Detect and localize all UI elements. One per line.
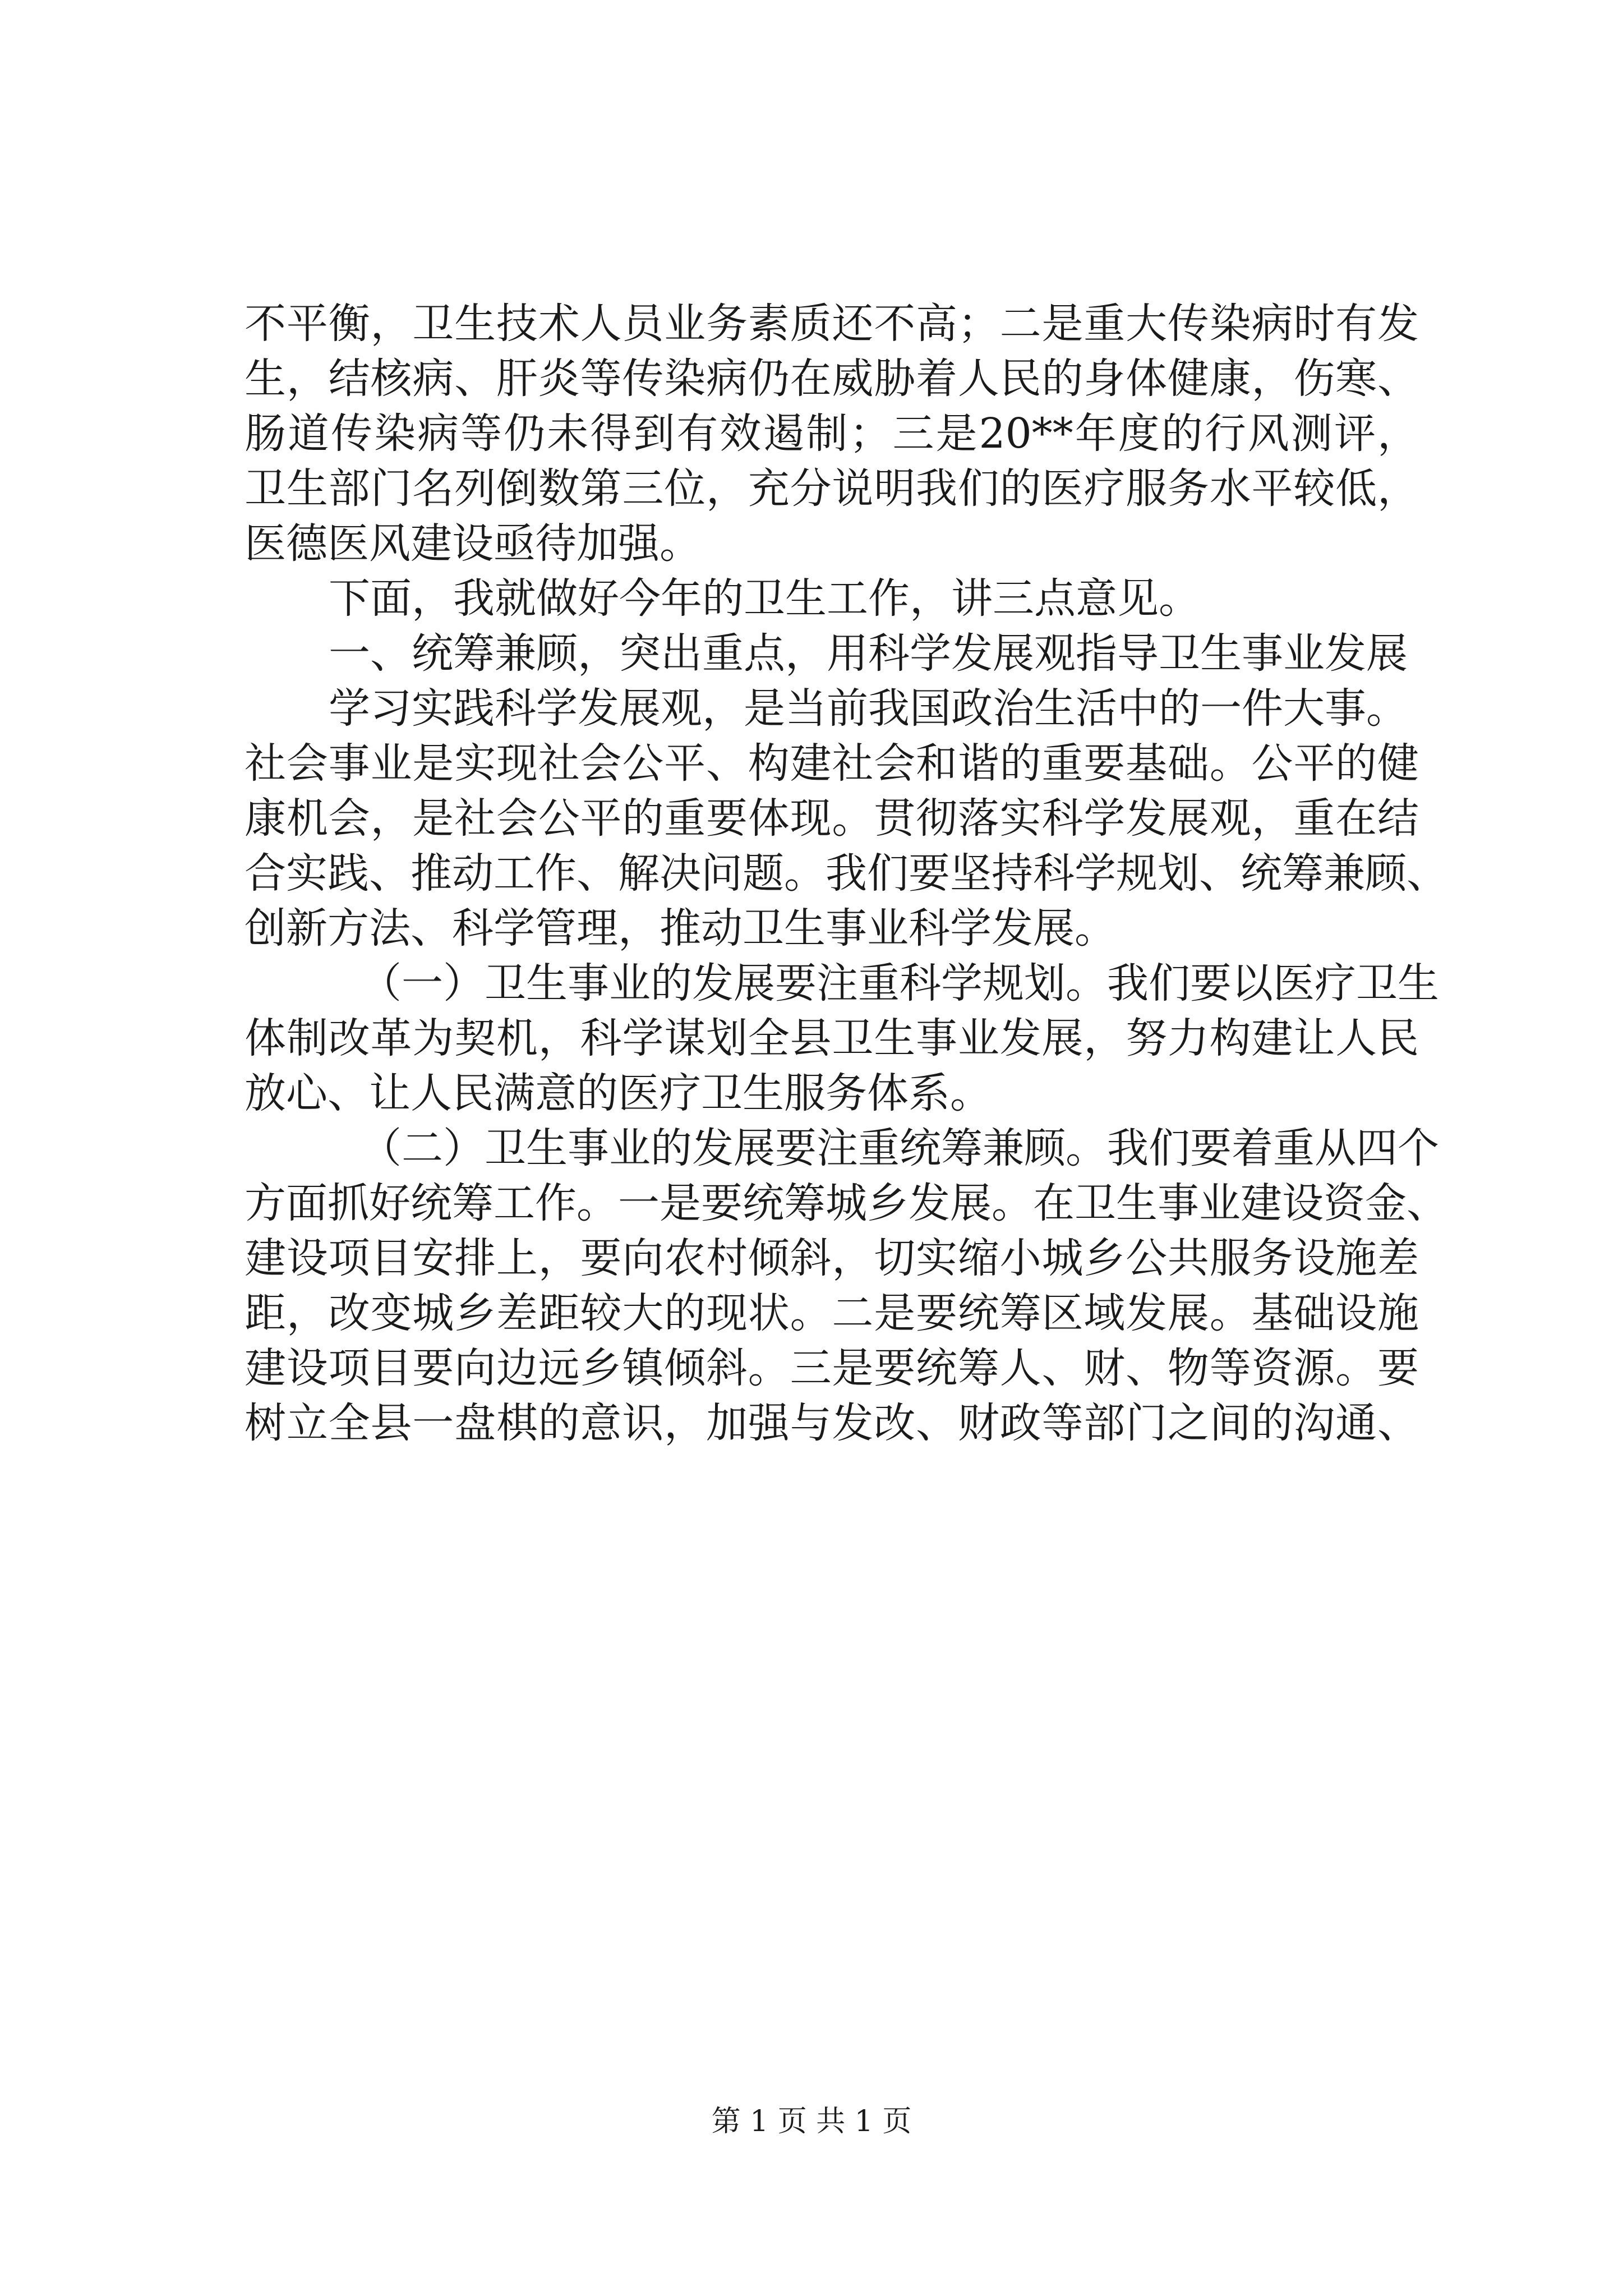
- section-heading: 一、统筹兼顾，突出重点，用科学发展观指导卫生事业发展: [329, 629, 1408, 678]
- subsection-line: （二）卫生事业的发展要注重统筹兼顾。我们要着重从四个: [360, 1124, 1439, 1172]
- body-line: 卫生部门名列倒数第三位，充分说明我们的医疗服务水平较低，: [245, 464, 1419, 513]
- body-line: 康机会，是社会公平的重要体现。贯彻落实科学发展观，重在结: [245, 794, 1419, 843]
- paragraph-intro: 下面，我就做好今年的卫生工作，讲三点意见。: [329, 574, 1200, 623]
- body-line: 建设项目安排上，要向农村倾斜，切实缩小城乡公共服务设施差: [245, 1234, 1419, 1282]
- subsection-line: （一）卫生事业的发展要注重科学规划。我们要以医疗卫生: [360, 959, 1439, 1007]
- body-line: 社会事业是实现社会公平、构建社会和谐的重要基础。公平的健: [245, 739, 1419, 788]
- body-line: 不平衡，卫生技术人员业务素质还不高；二是重大传染病时有发: [245, 300, 1419, 348]
- body-line: 距，改变城乡差距较大的现状。二是要统筹区域发展。基础设施: [245, 1289, 1419, 1337]
- body-line: 生，结核病、肝炎等传染病仍在威胁着人民的身体健康，伤寒、: [245, 355, 1419, 403]
- body-line: 方面抓好统筹工作。一是要统筹城乡发展。在卫生事业建设资金、: [245, 1179, 1448, 1227]
- body-line: 放心、让人民满意的医疗卫生服务体系。: [245, 1069, 992, 1117]
- body-line: 肠道传染病等仍未得到有效遏制；三是20**年度的行风测评，: [245, 409, 1419, 458]
- body-line: 合实践、推动工作、解决问题。我们要坚持科学规划、统筹兼顾、: [245, 849, 1448, 898]
- body-line: 体制改革为契机，科学谋划全县卫生事业发展，努力构建让人民: [245, 1014, 1419, 1062]
- page-footer: 第 1 页 共 1 页: [711, 2105, 912, 2138]
- body-line: 学习实践科学发展观，是当前我国政治生活中的一件大事。: [329, 684, 1408, 733]
- document-body: [245, 296, 1448, 1451]
- body-line: 创新方法、科学管理，推动卫生事业科学发展。: [245, 904, 1116, 953]
- body-line: 树立全县一盘棋的意识，加强与发改、财政等部门之间的沟通、: [245, 1399, 1419, 1447]
- body-line: 医德医风建设亟待加强。: [245, 519, 701, 568]
- body-line: 建设项目要向边远乡镇倾斜。三是要统筹人、财、物等资源。要: [245, 1344, 1419, 1392]
